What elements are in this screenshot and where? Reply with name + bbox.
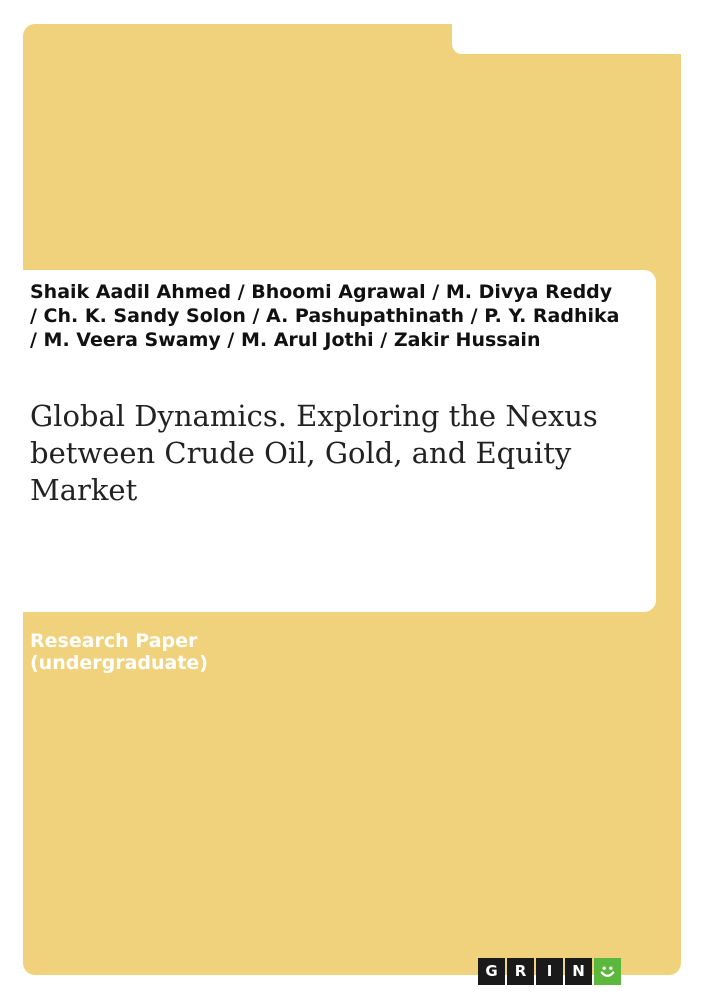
cover-notch — [452, 20, 692, 54]
logo-letter-r: R — [507, 958, 534, 985]
logo-letter-i: I — [536, 958, 563, 985]
grin-logo — [478, 958, 621, 985]
document-type: Research Paper (undergraduate) — [30, 630, 208, 674]
logo-letter-n: N — [565, 958, 592, 985]
smiley-icon — [594, 958, 621, 985]
author-list: Shaik Aadil Ahmed / Bhoomi Agrawal / M. Divya Reddy / Ch. K. Sandy Solon / A. Pashupathinath / P. Y. Radhika / M. Veera Swamy / M. Arul Jothi / Zakir Hussain — [30, 281, 620, 351]
logo-letter-g: G — [478, 958, 505, 985]
book-title: Global Dynamics. Exploring the Nexus between Crude Oil, Gold, and Equity Market — [30, 399, 598, 507]
